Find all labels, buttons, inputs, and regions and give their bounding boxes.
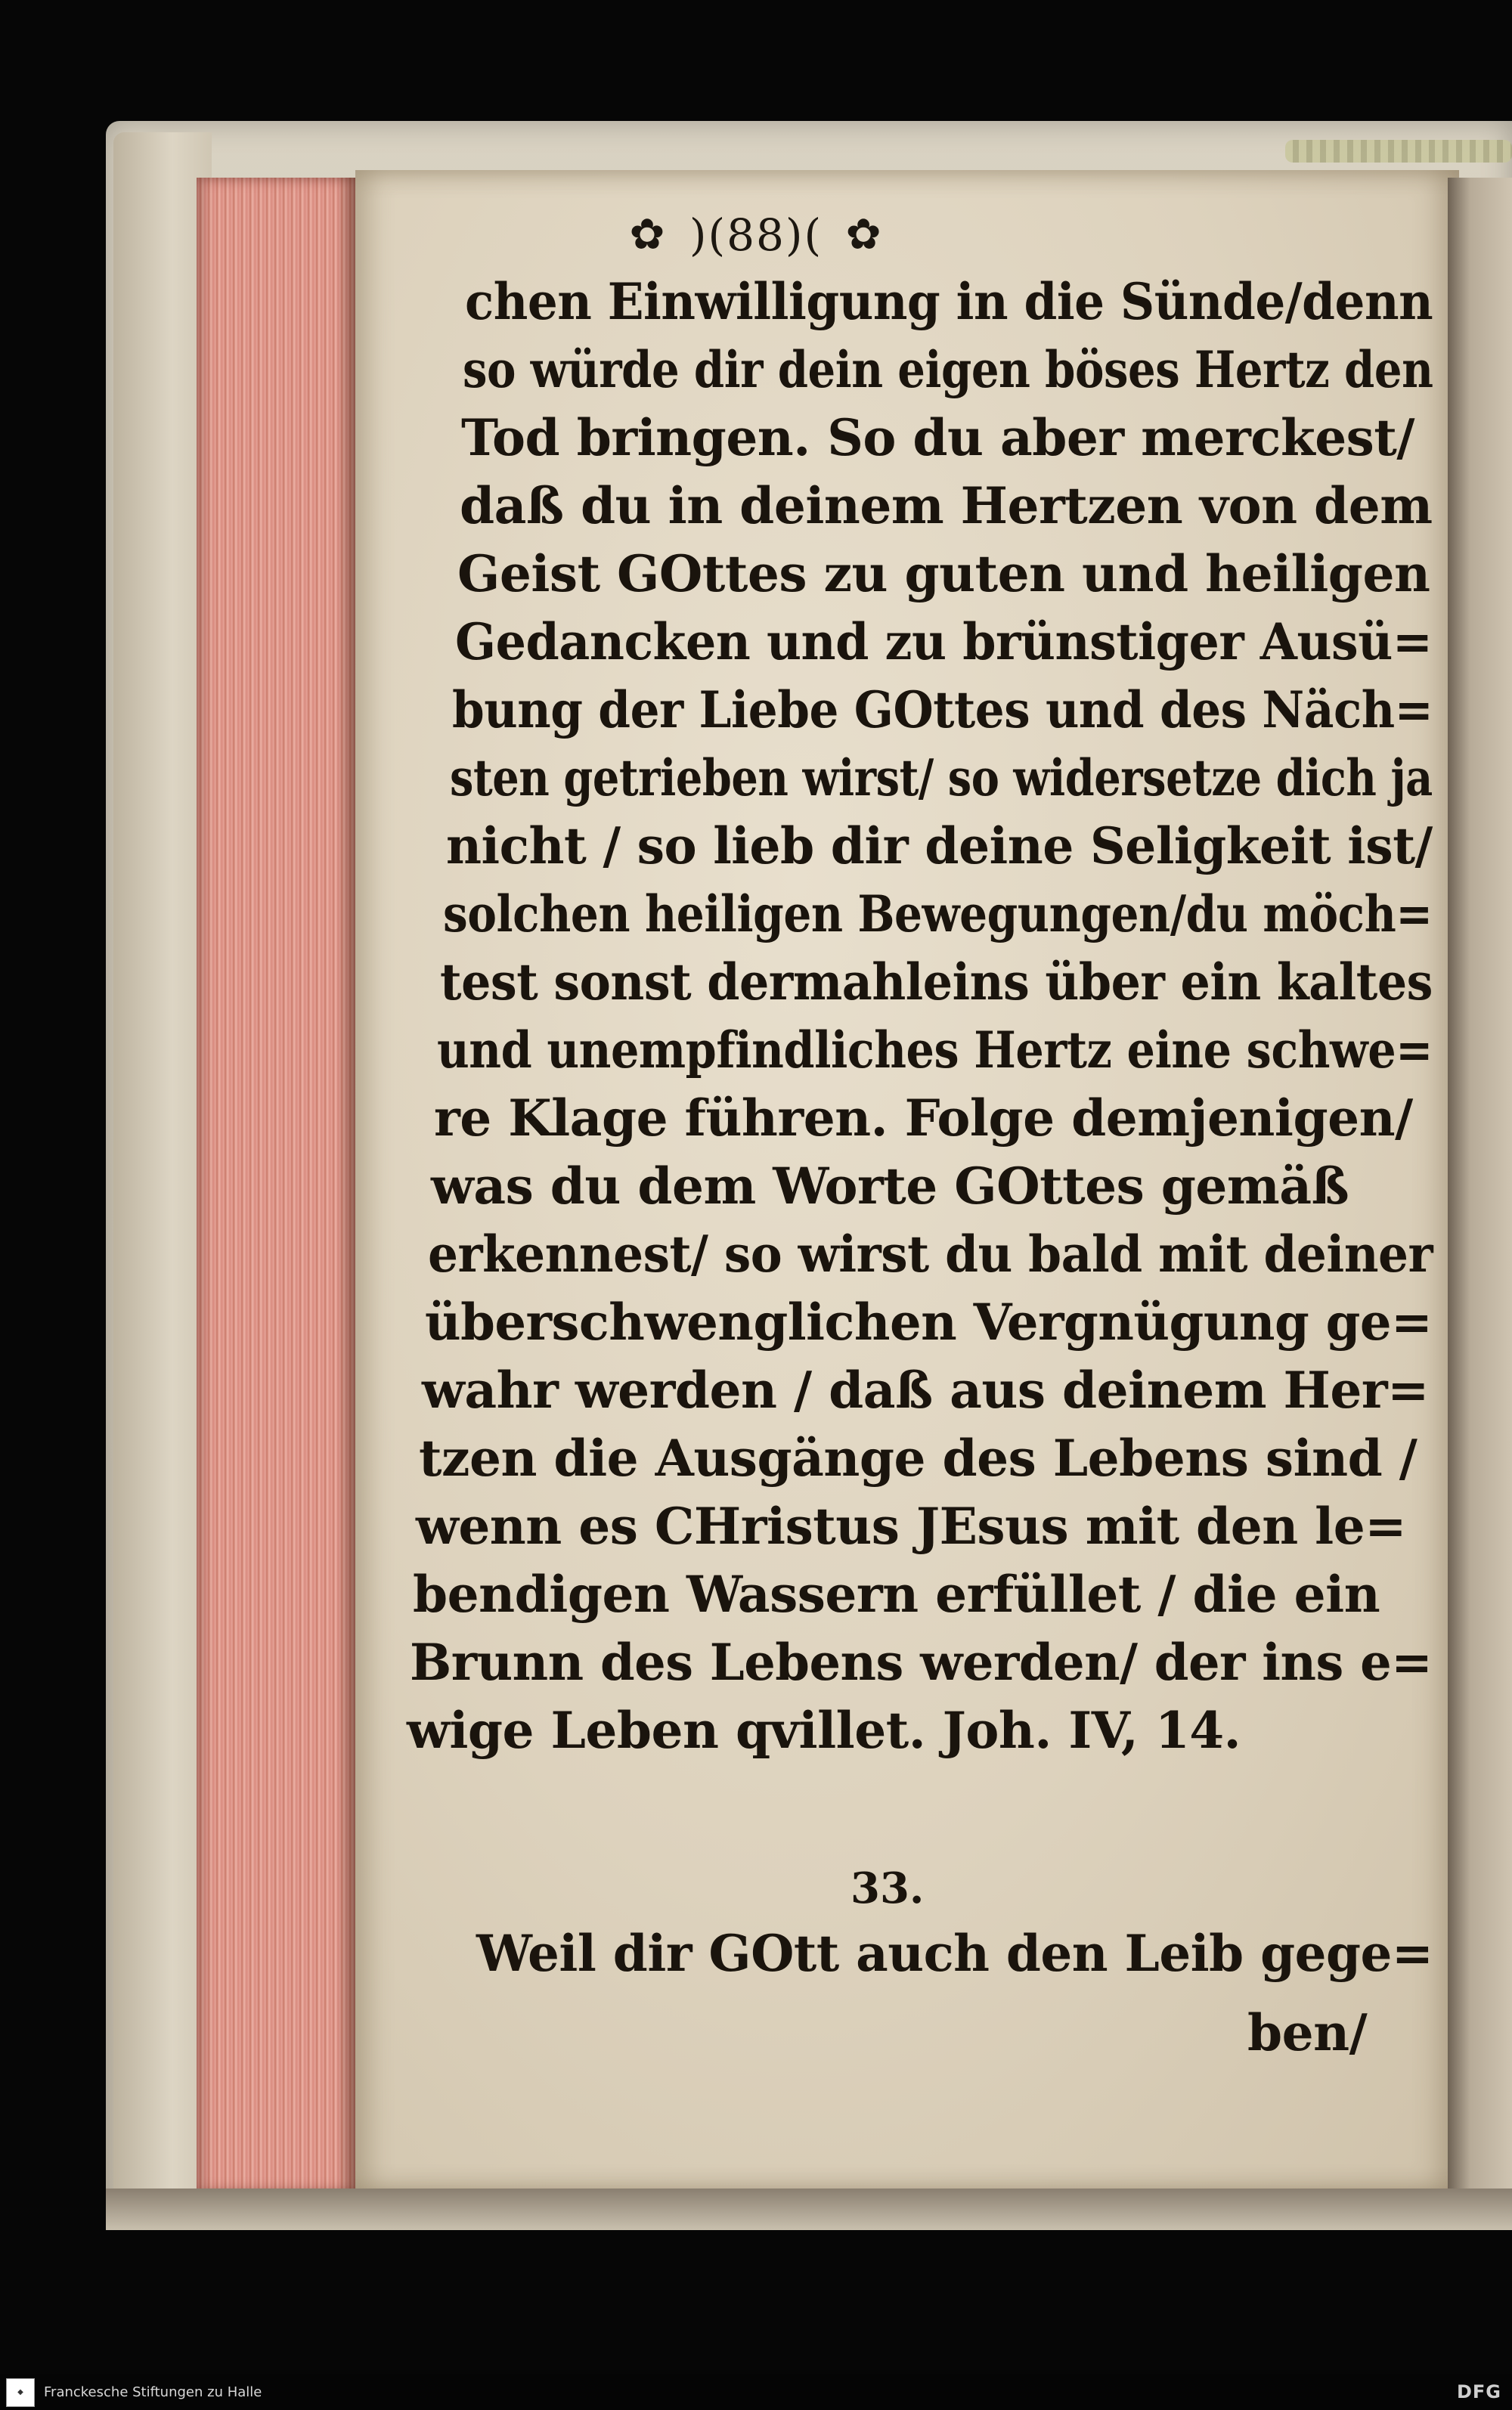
text-line: was du dem Worte GOttes gemäß	[431, 1157, 1349, 1216]
section-number: 33.	[850, 1863, 925, 1913]
text-line: wahr werden / daß aus deinem Her=	[422, 1361, 1429, 1420]
text-line: test sonst dermahleins über ein kaltes	[440, 953, 1433, 1011]
text-line: und unempfindliches Hertz eine schwe=	[437, 1021, 1433, 1080]
book-spine	[1448, 178, 1512, 2189]
institution-name: Franckesche Stiftungen zu Halle	[44, 2384, 262, 2400]
right-ornament-icon: ✿	[845, 210, 883, 260]
page-header	[0, 206, 1512, 261]
dfg-badge: DFG	[1456, 2381, 1501, 2402]
red-page-edges	[197, 178, 359, 2192]
text-line: bendigen Wassern erfüllet / die ein	[413, 1565, 1380, 1624]
text-line: sten getrieben wirst/ so widersetze dich ja	[450, 748, 1433, 807]
text-line: nicht / so lieb dir deine Seligkeit ist/	[446, 816, 1433, 875]
text-line: Geist GOttes zu guten und heiligen	[457, 544, 1430, 603]
text-line-next: Weil dir GOtt auch den Leib gege=	[476, 1924, 1433, 1983]
text-line: re Klage führen. Folge demjenigen/	[434, 1089, 1413, 1148]
text-line: wenn es CHristus JEsus mit den le=	[416, 1497, 1407, 1556]
text-line: Tod bringen. So du aber merckest/	[461, 408, 1414, 467]
text-line: daß du in deinem Hertzen von dem	[460, 476, 1433, 535]
text-line: Brunn des Lebens werden/ der ins e=	[410, 1633, 1433, 1692]
institution-logo-icon: ◆	[6, 2378, 35, 2407]
text-line: so würde dir dein eigen böses Hertz den	[463, 340, 1433, 399]
text-line: erkennest/ so wirst du bald mit deiner	[428, 1225, 1433, 1284]
text-line: solchen heiligen Bewegungen/du möch=	[443, 884, 1433, 943]
text-line: überschwenglichen Vergnügung ge=	[425, 1293, 1433, 1352]
text-line: tzen die Ausgänge des Lebens sind /	[419, 1429, 1418, 1488]
text-line: bung der Liebe GOttes und des Näch=	[452, 680, 1433, 739]
text-line: Gedancken und zu brünstiger Ausü=	[455, 612, 1433, 671]
cover-bottom-edge	[106, 2189, 1512, 2230]
binding-thread	[1285, 140, 1512, 163]
page-number: )(88)(	[689, 209, 823, 261]
left-ornament-icon: ✿	[629, 210, 667, 260]
catchword: ben/	[1247, 2003, 1368, 2062]
footer-bar	[0, 2374, 1512, 2410]
text-line: wige Leben qvillet. Joh. IV, 14.	[407, 1701, 1241, 1760]
text-line: chen Einwilligung in die Sünde/denn	[465, 272, 1433, 331]
